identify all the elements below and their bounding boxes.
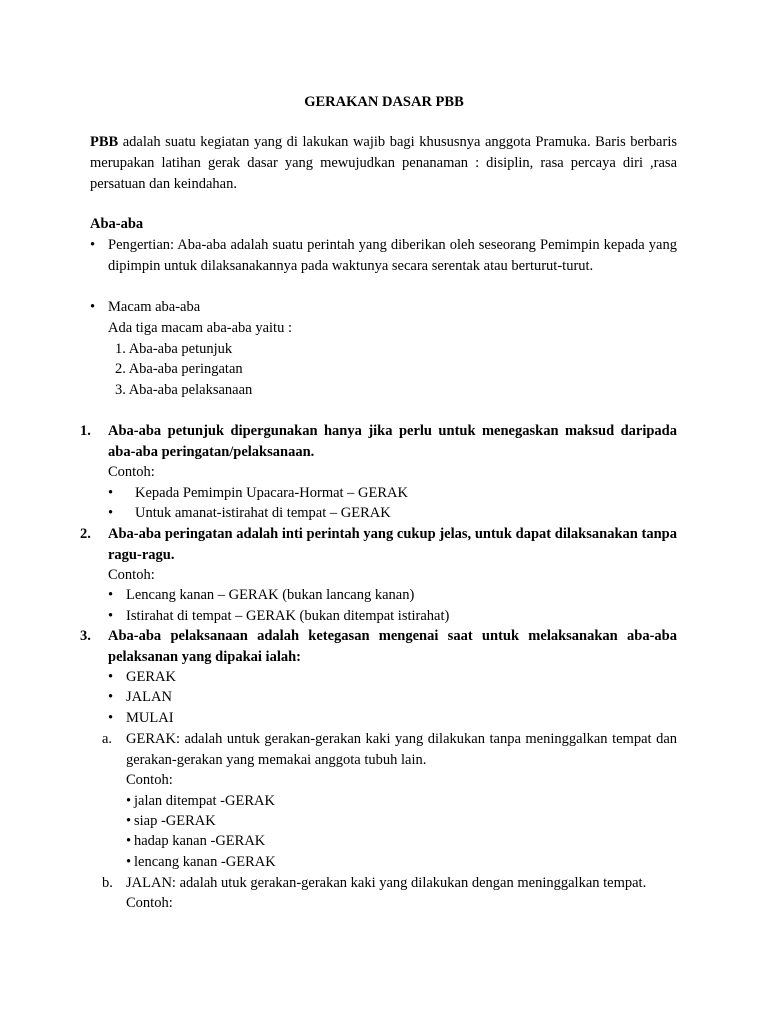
contoh-label: Contoh: bbox=[108, 464, 155, 480]
list-item bbox=[108, 503, 391, 524]
list-item bbox=[108, 606, 450, 627]
alpha-text: GERAK: adalah untuk gerakan-gerakan kaki yang dilakukan tanpa meninggalkan tempat dan gerakan-gerakan yang memakai anggota tubuh lain. bbox=[126, 731, 677, 768]
item-letter: b. bbox=[102, 875, 113, 891]
intro-text: adalah suatu kegiatan yang di lakukan wajib bagi khususnya anggota Pramuka. Baris berbaris merupakan latihan gerak dasar yang mewujudkan penanaman : disiplin, rasa percaya diri ,rasa persatuan dan keindahan. bbox=[90, 134, 677, 192]
bullet-icon: • bbox=[108, 710, 114, 726]
alpha-item-a bbox=[102, 729, 677, 771]
item-number: 2. bbox=[80, 526, 91, 542]
item-heading: Aba-aba petunjuk dipergunakan hanya jika perlu untuk menegaskan maksud daripada aba-aba peringatan/pelaksanaan. bbox=[108, 423, 677, 460]
list-item bbox=[108, 708, 174, 729]
list-item-text: MULAI bbox=[126, 710, 174, 726]
item-number: 1. bbox=[80, 423, 91, 439]
pengertian-text: Pengertian: Aba-aba adalah suatu perintah yang diberikan oleh seseorang Pemimpin kepada yang dipimpin untuk dilaksanakannya pada waktunya secara serentak atau berturut-turut. bbox=[108, 237, 677, 274]
bullet-icon: • bbox=[126, 833, 132, 849]
list-item-macam bbox=[90, 297, 677, 318]
item-heading: Aba-aba pelaksanaan adalah ketegasan mengenai saat untuk melaksanakan aba-aba pelaksanan yang dipakai ialah: bbox=[108, 628, 677, 665]
contoh-label: Contoh: bbox=[126, 895, 173, 911]
bullet-icon: • bbox=[126, 813, 132, 829]
list-item-text: JALAN bbox=[126, 689, 172, 705]
list-item bbox=[108, 687, 172, 708]
macam-item: 1. Aba-aba petunjuk bbox=[115, 341, 233, 357]
bullet-icon: • bbox=[108, 669, 114, 685]
bullet-icon: • bbox=[108, 689, 114, 705]
contoh-label: Contoh: bbox=[126, 772, 173, 788]
bullet-icon: • bbox=[90, 237, 96, 253]
macam-item: 2. Aba-aba peringatan bbox=[115, 361, 243, 377]
bullet-icon: • bbox=[108, 587, 114, 603]
bullet-icon: • bbox=[108, 608, 114, 624]
list-item bbox=[126, 791, 275, 812]
list-item-text: siap -GERAK bbox=[134, 813, 216, 829]
bullet-icon: • bbox=[108, 505, 114, 521]
list-item bbox=[126, 831, 266, 852]
list-item bbox=[108, 667, 176, 688]
list-item bbox=[126, 852, 276, 873]
list-item-text: Istirahat di tempat – GERAK (bukan ditempat istirahat) bbox=[126, 608, 450, 624]
numbered-item-1 bbox=[80, 421, 677, 463]
list-item-pengertian bbox=[90, 235, 677, 277]
bullet-icon: • bbox=[126, 854, 132, 870]
list-item-text: Kepada Pemimpin Upacara-Hormat – GERAK bbox=[135, 485, 409, 501]
document-title: GERAKAN DASAR PBB bbox=[304, 94, 464, 110]
item-heading: Aba-aba peringatan adalah inti perintah yang cukup jelas, untuk dapat dilaksanakan tanpa ragu-ragu. bbox=[108, 526, 677, 563]
bullet-icon: • bbox=[90, 299, 96, 315]
item-letter: a. bbox=[102, 731, 113, 747]
macam-item: 3. Aba-aba pelaksanaan bbox=[115, 382, 253, 398]
numbered-item-2 bbox=[80, 524, 677, 566]
intro-paragraph bbox=[90, 132, 677, 195]
list-item bbox=[108, 483, 409, 504]
list-item bbox=[108, 585, 415, 606]
bullet-icon: • bbox=[126, 793, 132, 809]
list-item-text: lencang kanan -GERAK bbox=[134, 854, 276, 870]
list-item-text: jalan ditempat -GERAK bbox=[134, 793, 275, 809]
item-number: 3. bbox=[80, 628, 91, 644]
list-item-text: Untuk amanat-istirahat di tempat – GERAK bbox=[135, 505, 391, 521]
macam-label: Macam aba-aba bbox=[108, 299, 201, 315]
contoh-label: Contoh: bbox=[108, 567, 155, 583]
list-item bbox=[126, 811, 216, 832]
macam-intro: Ada tiga macam aba-aba yaitu : bbox=[108, 320, 292, 336]
bullet-icon: • bbox=[108, 485, 114, 501]
section-heading: Aba-aba bbox=[90, 216, 144, 232]
alpha-text: JALAN: adalah utuk gerakan-gerakan kaki yang dilakukan dengan meninggalkan tempat. bbox=[126, 875, 647, 891]
list-item-text: Lencang kanan – GERAK (bukan lancang kanan) bbox=[126, 587, 415, 603]
intro-term: PBB bbox=[90, 134, 119, 150]
list-item-text: GERAK bbox=[126, 669, 176, 685]
list-item-text: hadap kanan -GERAK bbox=[134, 833, 266, 849]
alpha-item-b bbox=[102, 873, 677, 894]
numbered-item-3 bbox=[80, 626, 677, 668]
